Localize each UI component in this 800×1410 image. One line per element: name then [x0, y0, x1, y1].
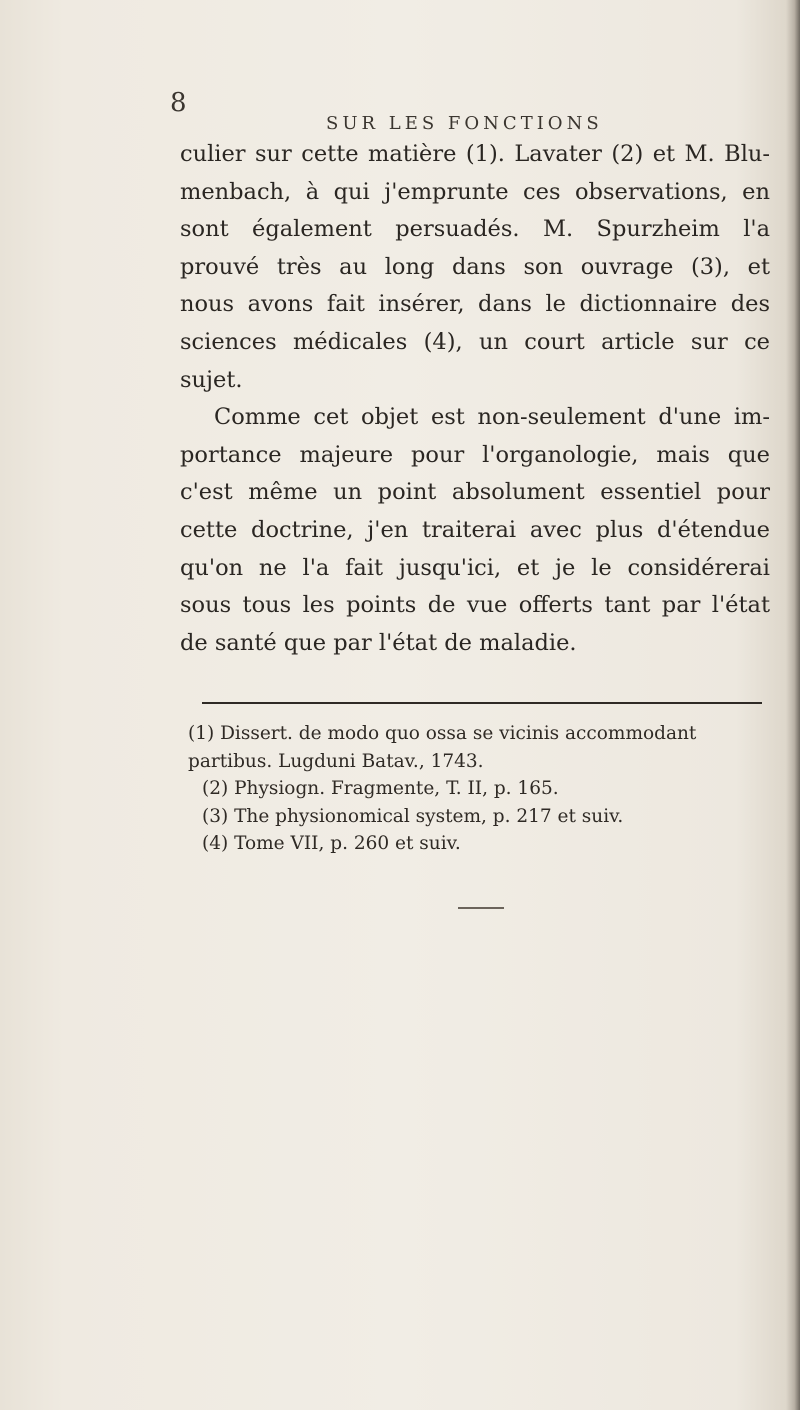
text-line: sous tous les points de vue offerts tant par l'état	[180, 592, 770, 619]
text-line: sont également persuadés. M. Spurzheim l'a	[180, 216, 770, 243]
text-line: sciences médicales (4), un court article sur ce	[180, 328, 770, 355]
text-line: sujet.	[180, 366, 243, 393]
end-ornament-rule	[458, 907, 504, 909]
footnote-line: (2) Physiogn. Fragmente, T. II, p. 165.	[202, 778, 559, 799]
text-line: de santé que par l'état de maladie.	[180, 629, 577, 656]
running-head: SUR LES FONCTIONS	[326, 113, 603, 134]
text-line: Comme cet objet est non-seulement d'une im-	[214, 404, 770, 431]
footnote-line: (3) The physionomical system, p. 217 et suiv.	[202, 805, 624, 827]
footnotes	[188, 720, 778, 858]
page-number: 8	[170, 88, 187, 118]
footnote-line: partibus. Lugduni Batav., 1743.	[188, 750, 484, 772]
footnote-line: (4) Tome VII, p. 260 et suiv.	[202, 833, 461, 854]
main-text	[180, 136, 770, 662]
text-line: portance majeure pour l'organologie, mais que	[180, 441, 770, 468]
text-line: menbach, à qui j'emprunte ces observations, en	[180, 178, 770, 205]
text-line: culier sur cette matière (1). Lavater (2) et M. Blu-	[180, 141, 770, 167]
footnote-line: (1) Dissert. de modo quo ossa se vicinis accommodant	[188, 723, 697, 744]
page-edge-shadow	[786, 0, 800, 1410]
text-line: prouvé très au long dans son ouvrage (3), et	[180, 253, 770, 280]
text-line: c'est même un point absolument essentiel pour	[180, 479, 770, 506]
text-line: cette doctrine, j'en traiterai avec plus d'étendue	[180, 516, 770, 543]
footnote-separator	[202, 702, 762, 704]
text-line: nous avons fait insérer, dans le dictionnaire des	[180, 291, 770, 318]
text-line: qu'on ne l'a fait jusqu'ici, et je le considérerai	[180, 554, 770, 581]
